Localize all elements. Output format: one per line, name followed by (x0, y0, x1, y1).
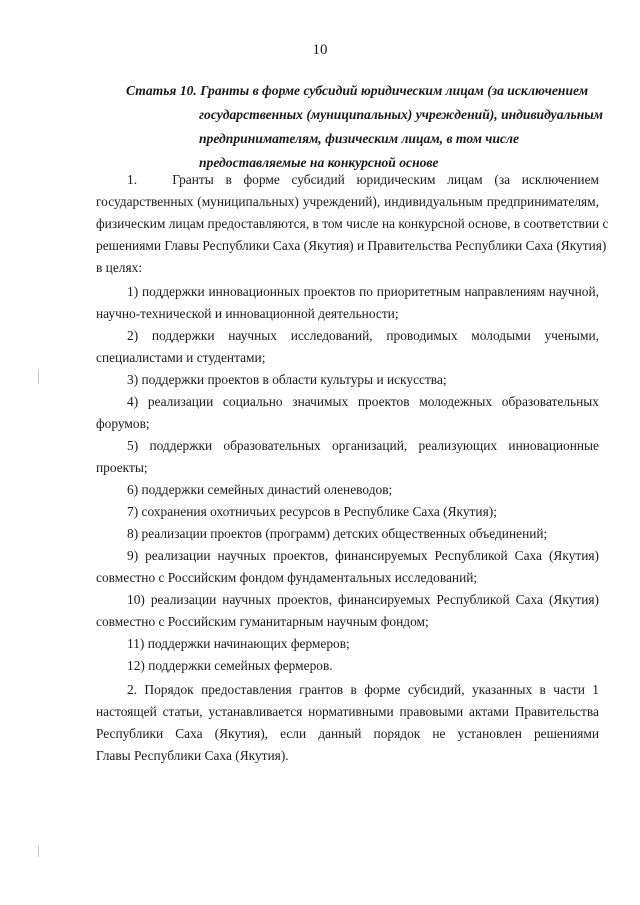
text-line: специалистами и студентами; (96, 350, 266, 365)
list-item (96, 281, 599, 325)
list-item (96, 633, 599, 655)
scan-edge-mark (38, 370, 39, 384)
article-title (126, 79, 602, 175)
list-item (96, 391, 599, 435)
list-item (96, 501, 599, 523)
text-line: Республики Саха (Якутия), если данный порядок не установлен решениями (96, 726, 599, 741)
paragraph-2 (96, 679, 599, 767)
text-line: 2) поддержки научных исследований, проводимых молодыми учеными, (127, 328, 599, 343)
list-item (96, 479, 599, 501)
page-number: 10 (312, 42, 328, 58)
paragraph-1 (96, 169, 609, 279)
text-line: проекты; (96, 460, 148, 475)
text-line: 4) реализации социально значимых проектов молодежных образовательных (127, 394, 599, 409)
article-title-line: государственных (муниципальных) учреждений), индивидуальным (199, 107, 603, 122)
text-line: форумов; (96, 416, 150, 431)
text-line: 7) сохранения охотничьих ресурсов в Республике Саха (Якутия); (127, 504, 497, 519)
text-line: 2. Порядок предоставления грантов в форме субсидий, указанных в части 1 (127, 682, 599, 697)
text-line: научно-технической и инновационной деятельности; (96, 306, 399, 321)
text-line: в целях: (96, 260, 143, 275)
article-body (96, 169, 609, 767)
list-item (96, 325, 599, 369)
text-line: 8) реализации проектов (программ) детских общественных объединений; (127, 526, 548, 541)
article-title-line: предпринимателям, физическим лицам, в том числе (199, 131, 520, 146)
list-item (96, 655, 599, 677)
article-title-line: предоставляемые на конкурсной основе (199, 155, 439, 170)
text-line: государственных (муниципальных) учреждений), индивидуальным предпринимателям, (96, 194, 599, 209)
text-line: 12) поддержки семейных фермеров. (127, 658, 333, 673)
text-line: 10) реализации научных проектов, финансируемых Республикой Саха (Якутия) (127, 592, 599, 607)
text-line: 5) поддержки образовательных организаций, реализующих инновационные (127, 438, 599, 453)
text-line: совместно с Российским гуманитарным научным фондом; (96, 614, 429, 629)
text-line: 3) поддержки проектов в области культуры и искусства; (127, 372, 447, 387)
list-item (96, 589, 599, 633)
list-item (96, 523, 599, 545)
text-line: 1. Гранты в форме субсидий юридическим лицам (за исключением (127, 172, 599, 187)
list-item (96, 435, 599, 479)
article-title-line: Статья 10. Гранты в форме субсидий юридическим лицам (за исключением (126, 83, 589, 98)
text-line: 11) поддержки начинающих фермеров; (127, 636, 350, 651)
scan-edge-mark (38, 845, 39, 857)
list-item (96, 369, 599, 391)
text-line: 1) поддержки инновационных проектов по приоритетным направлениям научной, (127, 284, 599, 299)
text-line: Главы Республики Саха (Якутия). (96, 748, 289, 763)
text-line: решениями Главы Республики Саха (Якутия) и Правительства Республики Саха (Якутия) (96, 238, 607, 253)
text-line: физическим лицам предоставляются, в том числе на конкурсной основе, в соответствии с (96, 216, 609, 231)
text-line: 9) реализации научных проектов, финансируемых Республикой Саха (Якутия) (127, 548, 599, 563)
text-line: настоящей статьи, устанавливается нормативными правовыми актами Правительства (96, 704, 599, 719)
text-line: совместно с Российским фондом фундаментальных исследований; (96, 570, 478, 585)
text-line: 6) поддержки семейных династий оленеводов; (127, 482, 393, 497)
list-item (96, 545, 599, 589)
